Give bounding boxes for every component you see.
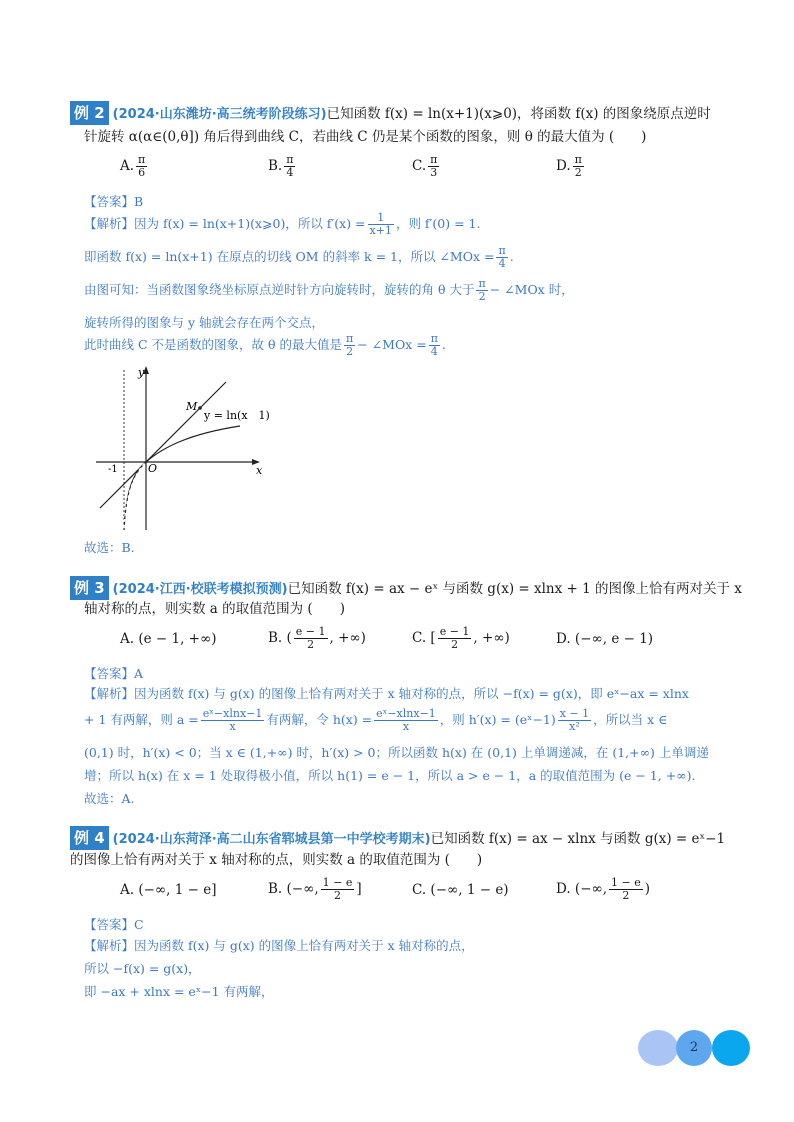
tangent-line-om <box>100 382 226 508</box>
ex4-option-d: D. (−∞, $\frac{1 - e}{2}$ ) <box>556 876 651 902</box>
ex2-source: (2024·山东潍坊·高三统考阶段练习) <box>112 107 327 122</box>
ex3-source: (2024·江西·校联考模拟预测) <box>112 582 288 597</box>
ex2-option-b: B. $\frac{\pi}{4}$ <box>268 153 294 179</box>
ex3-solution-3: (0,1) 时，h′(x) < 0；当 x ∈ (1,+∞) 时，h′(x) > 0；所以函数 h(x) 在 (0,1) 上单调递减，在 (1,+∞) 上单调递 <box>84 745 709 760</box>
ex4-stem-2: 的图像上恰有两对关于 x 轴对称的点，则实数 a 的取值范围为 ( ) <box>70 852 483 868</box>
ex4-option-b: B. (−∞, $\frac{1 - e}{2}$ ] <box>268 876 362 902</box>
page-bubble-light <box>638 1030 678 1066</box>
graph-x-label: x <box>256 464 263 477</box>
ex2-choose: 故选：B. <box>84 540 135 555</box>
ln-curve <box>124 426 240 530</box>
ex3-stem-1: 已知函数 f(x) = ax − eˣ 与函数 g(x) = xlnx + 1 的图像上恰有两对关于 x <box>287 581 742 597</box>
page-bubble-dark <box>712 1030 750 1066</box>
ex2-solution-2: 即函数 f(x) = ln(x+1) 在原点的切线 OM 的斜率 k = 1，所以 ∠MOx = $\frac{\pi}{4}$ . <box>84 244 514 270</box>
ex3-choose: 故选：A. <box>84 791 135 806</box>
ex3-solution-2: + 1 有两解，则 a = $\frac{\text{eˣ−xlnx−1}}{x}$ 有两解，令 h(x) = $\frac{\text{eˣ−xlnx−1}}{x}$ ，则 h′(x) = (eˣ−1) $\frac{x - 1}{\text{x²}}$ ，所以当 x ∈ <box>84 707 668 733</box>
graph-curve-label: y = ln(x 1) <box>204 409 270 422</box>
ex3-badge: 例 3 <box>70 576 109 600</box>
ex3-option-d: D. (−∞, e − 1) <box>556 631 654 647</box>
graph-m-label: M <box>186 400 198 413</box>
ex2-badge: 例 2 <box>70 101 109 125</box>
ex3-option-c: C. [ $\frac{e - 1}{2}$ , +∞) <box>412 625 510 651</box>
ex4-badge: 例 4 <box>70 826 109 850</box>
ex3-option-b: B. ( $\frac{e - 1}{2}$ , +∞) <box>268 625 366 651</box>
ex3-stem-2: 轴对称的点，则实数 a 的取值范围为 ( ) <box>84 601 345 617</box>
ex4-option-c: C. (−∞, 1 − e) <box>412 882 509 898</box>
ex4-solution-2: 所以 −f(x) = g(x)， <box>84 961 201 976</box>
graph-origin-label: O <box>148 462 158 475</box>
ex2-answer: 【答案】B <box>84 194 144 209</box>
graph-neg1-label: -1 <box>108 464 118 475</box>
ex2-solution-3: 由图可知：当函数图象绕坐标原点逆时针方向旋转时，旋转的角 θ 大于 $\frac{\pi}{2}$ − ∠MOx 时， <box>84 277 574 303</box>
ex4-stem-1: 已知函数 f(x) = ax − xlnx 与函数 g(x) = eˣ−1 <box>430 831 726 847</box>
ex4-answer: 【答案】C <box>84 917 144 932</box>
ex2-stem-2: 针旋转 α(α∈(0,θ]) 角后得到曲线 C，若曲线 C 仍是某个函数的图象，则 θ 的最大值为 ( ) <box>84 129 647 145</box>
graph-y-label: y <box>138 366 145 379</box>
ex2-solution-5: 此时曲线 C 不是函数的图象，故 θ 的最大值是 $\frac{\pi}{2}$ − ∠MOx = $\frac{\pi}{4}$ . <box>84 332 446 358</box>
ex4-source: (2024·山东菏泽·高二山东省郓城县第一中学校考期末) <box>112 832 431 847</box>
ex3-solution-4: 增；所以 h(x) 在 x = 1 处取得极小值，所以 h(1) = e − 1，所以 a > e − 1，a 的取值范围为 (e − 1, +∞). <box>84 768 696 783</box>
ex2-option-c: C. $\frac{\pi}{3}$ <box>412 153 438 179</box>
ex2-graph <box>90 362 300 534</box>
ex2-solution-1: 【解析】因为 f(x) = ln(x+1)(x⩾0)，所以 f′(x) = $\frac{1}{x+1}$ ，则 f′(0) = 1. <box>84 211 481 237</box>
ex2-option-a: A. $\frac{\pi}{6}$ <box>120 153 146 179</box>
ex3-solution-1: 【解析】因为函数 f(x) 与 g(x) 的图像上恰有两对关于 x 轴对称的点，所以 −f(x) = g(x)，即 eˣ−ax = xlnx <box>84 686 689 701</box>
ex3-answer: 【答案】A <box>84 666 144 681</box>
ex4-option-a: A. (−∞, 1 − e] <box>120 882 217 898</box>
ex2-line1 <box>70 101 711 126</box>
ex3-option-a: A. (e − 1, +∞) <box>120 631 217 647</box>
ln-curve-dashed <box>124 462 146 528</box>
point-m <box>198 406 202 410</box>
ex2-solution-4: 旋转所得的图象与 y 轴就会存在两个交点， <box>84 315 325 330</box>
ex4-line1 <box>70 826 725 851</box>
ex2-option-d: D. $\frac{\pi}{2}$ <box>556 153 582 179</box>
ex2-stem-1: 已知函数 f(x) = ln(x+1)(x⩾0)，将函数 f(x) 的图象绕原点逆时 <box>326 106 711 122</box>
page-number: 2 <box>676 1030 712 1066</box>
ex4-solution-3: 即 −ax + xlnx = eˣ−1 有两解， <box>84 984 274 999</box>
ex4-solution-1: 【解析】因为函数 f(x) 与 g(x) 的图像上恰有两对关于 x 轴对称的点， <box>84 938 474 953</box>
